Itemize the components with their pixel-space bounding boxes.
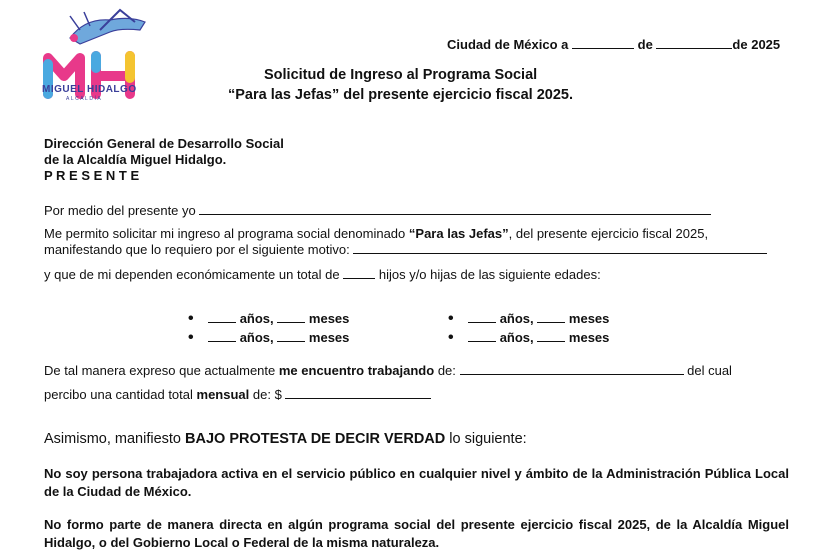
years-label: años, (239, 311, 274, 326)
recipient-line-3: P R E S E N T E (44, 168, 140, 183)
declaration-end: lo siguiente: (449, 431, 527, 447)
motive-field[interactable] (353, 241, 767, 254)
work-bold: me encuentro trabajando (278, 363, 435, 378)
bullet-icon: • (448, 310, 454, 327)
declaration-intro: Asimismo, manifiesto (44, 431, 181, 447)
date-prefix: Ciudad de México a (447, 37, 569, 52)
month-field[interactable] (656, 36, 732, 49)
dependents-text-2: hijos y/o hijas de las siguiente edades: (378, 267, 601, 282)
intro-text: Por medio del presente yo (44, 203, 196, 218)
years-field[interactable] (208, 310, 236, 323)
recipient-line-2: de la Alcaldía Miguel Hidalgo. (44, 152, 227, 167)
years-field[interactable] (468, 329, 496, 342)
months-label: meses (568, 311, 610, 326)
years-label: años, (239, 330, 274, 345)
children-count-field[interactable] (343, 266, 375, 279)
months-label: meses (308, 311, 350, 326)
age-row-2-left (188, 329, 349, 347)
income-text-1: percibo una cantidad total (44, 387, 193, 402)
title-line-1: Solicitud de Ingreso al Programa Social (264, 67, 538, 83)
recipient-line-1: Dirección General de Desarrollo Social (44, 136, 284, 151)
motive-line (44, 241, 767, 257)
dependents-text-1: y que de mi dependen económicamente un total de (44, 267, 340, 282)
date-de-2: de (732, 37, 748, 52)
income-line (44, 386, 431, 402)
age-row-1-left (188, 310, 349, 328)
declaration-intro-line (44, 431, 527, 447)
years-label: años, (499, 311, 534, 326)
work-line (44, 362, 732, 378)
months-field[interactable] (537, 310, 565, 323)
date-de-1: de (637, 37, 653, 52)
bullet-icon: • (448, 329, 454, 346)
declaration-bold: BAJO PROTESTA DE DECIR VERDAD (185, 431, 446, 447)
years-field[interactable] (468, 310, 496, 323)
months-field[interactable] (277, 310, 305, 323)
logo-sub: ALCALDÍA (66, 96, 103, 102)
name-field[interactable] (199, 202, 711, 215)
bullet-icon: • (188, 310, 194, 327)
months-label: meses (308, 330, 350, 345)
declaration-item-1: No soy persona trabajadora activa en el servicio público en cualquier nivel y ámbito de la Administración Pública Local de la Ciudad de México. (44, 466, 789, 499)
months-field[interactable] (537, 329, 565, 342)
dependents-line (44, 266, 601, 282)
work-text-3: del cual (687, 363, 732, 378)
bullet-icon: • (188, 329, 194, 346)
motive-text: manifestando que lo requiero por el siguiente motivo: (44, 242, 350, 257)
day-field[interactable] (572, 36, 634, 49)
income-text-2: de: $ (252, 387, 282, 402)
date-line (447, 36, 780, 52)
income-bold: mensual (196, 387, 250, 402)
months-field[interactable] (277, 329, 305, 342)
income-field[interactable] (285, 386, 431, 399)
date-year: 2025 (751, 37, 781, 52)
request-text-1: Me permito solicitar mi ingreso al programa social denominado (44, 226, 406, 241)
request-text-2: , del presente ejercicio fiscal 2025, (508, 226, 709, 241)
title-line-2: “Para las Jefas” del presente ejercicio fiscal 2025. (228, 87, 573, 103)
intro-line (44, 202, 711, 218)
employer-field[interactable] (460, 362, 684, 375)
age-row-2-right (448, 329, 609, 347)
months-label: meses (568, 330, 610, 345)
years-label: años, (499, 330, 534, 345)
work-text-2: de: (437, 363, 456, 378)
years-field[interactable] (208, 329, 236, 342)
work-text-1: De tal manera expreso que actualmente (44, 363, 276, 378)
program-name: “Para las Jefas” (408, 226, 509, 241)
age-row-1-right (448, 310, 609, 328)
declaration-item-2: No formo parte de manera directa en algún programa social del presente ejercicio fiscal 2025, de la Alcaldía Miguel Hidalgo, o del Gobierno Local o Federal de la misma naturaleza. (44, 517, 789, 550)
request-line (44, 226, 708, 241)
logo-name: MIGUEL HIDALGO (42, 84, 137, 95)
